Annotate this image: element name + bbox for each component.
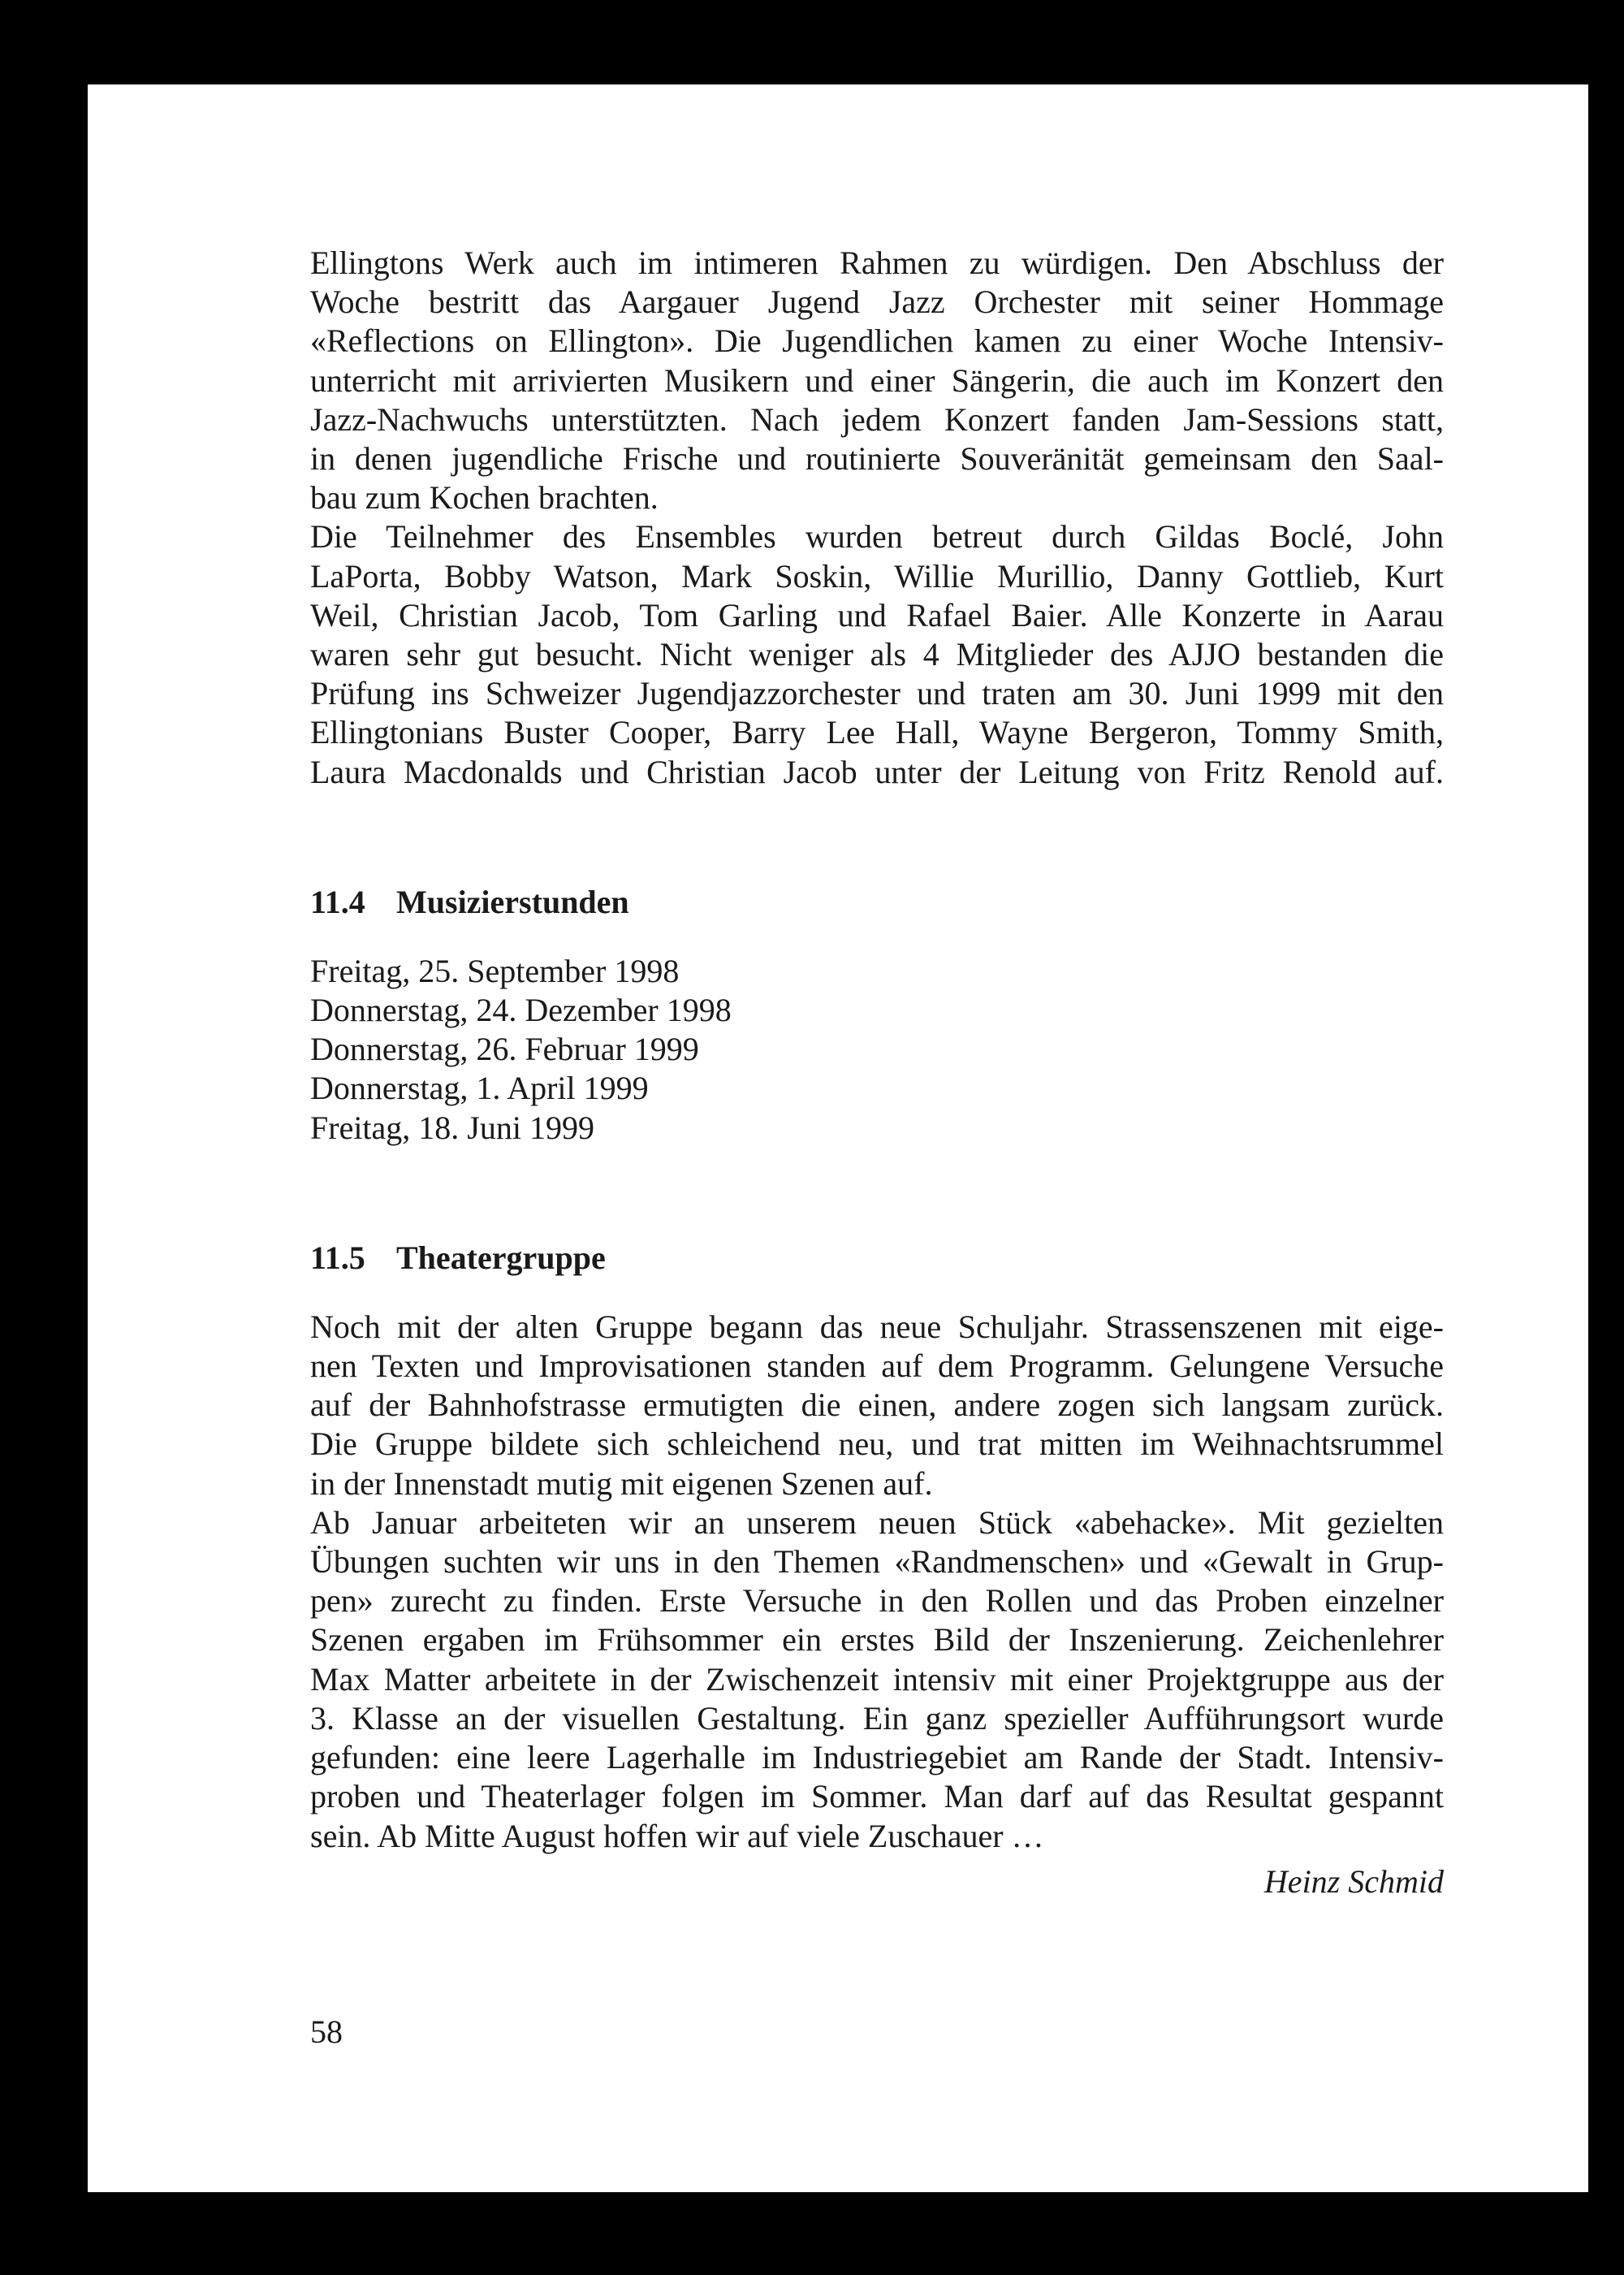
- text-line: auf der Bahnhofstrasse ermutigten die einen, andere zogen sich langsam zurück.: [310, 1386, 1444, 1424]
- list-item: Donnerstag, 26. Februar 1999: [310, 1031, 699, 1068]
- page-number: 58: [310, 2013, 343, 2050]
- list-item: Donnerstag, 1. April 1999: [310, 1070, 649, 1107]
- author-signature: Heinz Schmid: [1263, 1862, 1444, 1900]
- participants-paragraph: [310, 517, 1444, 791]
- theater-paragraph-2: [310, 1503, 1444, 1856]
- text-line: Ab Januar arbeiteten wir an unserem neuen Stück «abehacke». Mit gezielten: [310, 1503, 1444, 1541]
- text-line: Übungen suchten wir uns in den Themen «Randmenschen» und «Gewalt in Grup-: [310, 1543, 1444, 1581]
- section-title: Musizierstunden: [396, 883, 629, 920]
- section-heading-musizierstunden: [310, 883, 1444, 922]
- page-content: [310, 244, 1444, 1901]
- text-line: Weil, Christian Jacob, Tom Garling und Rafael Baier. Alle Konzerte in Aarau: [310, 596, 1444, 634]
- text-line: Max Matter arbeitete in der Zwischenzeit intensiv mit einer Projektgruppe aus der: [310, 1660, 1444, 1698]
- intro-paragraph: [310, 244, 1444, 517]
- text-line: Noch mit der alten Gruppe begann das neue Schuljahr. Strassenszenen mit eige-: [310, 1308, 1444, 1345]
- text-line: «Reflections on Ellington». Die Jugendlichen kamen zu einer Woche Intensiv-: [310, 322, 1444, 360]
- document-page: [88, 84, 1588, 2192]
- section-number: 11.4: [310, 883, 365, 920]
- text-line: nen Texten und Improvisationen standen auf dem Programm. Gelungene Versuche: [310, 1347, 1444, 1385]
- text-line: gefunden: eine leere Lagerhalle im Industriegebiet am Rande der Stadt. Intensiv-: [310, 1739, 1444, 1776]
- text-line: Szenen ergaben im Frühsommer ein erstes Bild der Inszenierung. Zeichenlehrer: [310, 1621, 1444, 1659]
- text-line: in der Innenstadt mutig mit eigenen Szenen auf.: [310, 1464, 933, 1502]
- text-line: sein. Ab Mitte August hoffen wir auf viele Zuschauer …: [310, 1817, 1044, 1854]
- text-line: proben und Theaterlager folgen im Sommer. Man darf auf das Resultat gespannt: [310, 1778, 1444, 1815]
- section-heading-theatergruppe: [310, 1239, 1444, 1278]
- text-line: Jazz-Nachwuchs unterstützten. Nach jedem Konzert fanden Jam-Sessions statt,: [310, 400, 1444, 438]
- text-line: 3. Klasse an der visuellen Gestaltung. Ein ganz spezieller Aufführungsort wurde: [310, 1699, 1444, 1737]
- text-line: pen» zurecht zu finden. Erste Versuche in den Rollen und das Proben einzelner: [310, 1582, 1444, 1620]
- list-item: Freitag, 25. September 1998: [310, 952, 680, 989]
- text-line: Die Teilnehmer des Ensembles wurden betreut durch Gildas Boclé, John: [310, 518, 1444, 556]
- text-line: Woche bestritt das Aargauer Jugend Jazz Orchester mit seiner Hommage: [310, 283, 1444, 321]
- section-title: Theatergruppe: [396, 1239, 606, 1276]
- text-line: Prüfung ins Schweizer Jugendjazzorchester und traten am 30. Juni 1999 mit den: [310, 675, 1444, 712]
- text-line: Ellingtons Werk auch im intimeren Rahmen zu würdigen. Den Abschluss der: [310, 244, 1444, 281]
- text-line: waren sehr gut besucht. Nicht weniger als 4 Mitglieder des AJJO bestanden die: [310, 636, 1444, 673]
- text-line: bau zum Kochen brachten.: [310, 479, 659, 517]
- text-line: in denen jugendliche Frische und routinierte Souveränität gemeinsam den Saal-: [310, 440, 1444, 478]
- text-line: Laura Macdonalds und Christian Jacob unter der Leitung von Fritz Renold auf.: [310, 753, 1444, 790]
- theater-paragraph-1: [310, 1308, 1444, 1503]
- text-line: LaPorta, Bobby Watson, Mark Soskin, Willie Murillio, Danny Gottlieb, Kurt: [310, 557, 1444, 595]
- list-item: Freitag, 18. Juni 1999: [310, 1109, 594, 1146]
- text-line: unterricht mit arrivierten Musikern und einer Sängerin, die auch im Konzert den: [310, 361, 1444, 399]
- dates-list: [310, 952, 1444, 1148]
- text-line: Die Gruppe bildete sich schleichend neu, und trat mitten im Weihnachtsrummel: [310, 1425, 1444, 1463]
- section-number: 11.5: [310, 1239, 365, 1276]
- text-line: Ellingtonians Buster Cooper, Barry Lee Hall, Wayne Bergeron, Tommy Smith,: [310, 714, 1444, 751]
- list-item: Donnerstag, 24. Dezember 1998: [310, 992, 732, 1029]
